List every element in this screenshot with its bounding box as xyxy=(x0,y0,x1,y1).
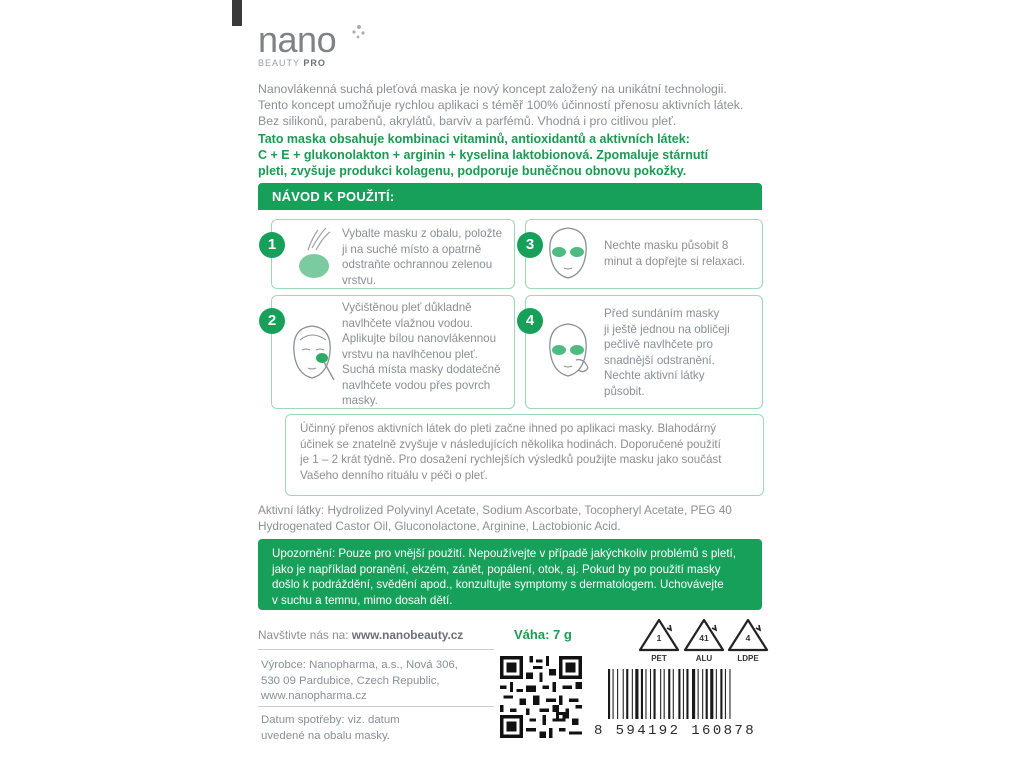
visit-line xyxy=(258,628,463,642)
expiry-info: Datum spotřeby: viz. datum uvedené na obalu masky. xyxy=(261,714,400,742)
step-1-number: 1 xyxy=(259,232,285,258)
top-edge-mark xyxy=(232,0,242,26)
step-2-number: 2 xyxy=(259,308,285,334)
recycling-label: PET xyxy=(651,654,667,663)
recycling-symbol-pet xyxy=(634,617,684,667)
warning-box xyxy=(258,539,762,610)
step-3-text: Nechte masku působit 8 minut a dopřejte si relaxaci. xyxy=(604,239,746,268)
recycling-code: 4 xyxy=(745,633,751,643)
intro-text xyxy=(258,81,768,129)
highlight-text xyxy=(258,131,778,179)
step-3-card xyxy=(525,219,763,289)
step-4-card xyxy=(525,295,763,409)
step-4-number: 4 xyxy=(517,308,543,334)
step-3-number: 3 xyxy=(517,232,543,258)
warning-text: Upozornění: Pouze pro vnější použití. Nepoužívejte v případě jakýchkoliv problémů s pletí, jako je například poranění, ekzém, zánět, popálení, otok, aj. Pokud by po použití masky došlo k podráždění, svědění apod., konzultujte symptomy s dermatologem. Uchovávejte v suchu a temnu, mimo dosah dětí. xyxy=(272,547,736,607)
usage-note-text: Účinný přenos aktivních látek do pleti začne ihned po aplikaci masky. Blahodárný účinek se znatelně zvyšuje v následujících několika hodinách. Doporučené použití je 1 – 2 krát týdně. Pro dosažení rychlejších výsledků použijte masku jako součást Vašeho denního rituálu v péči o pleť. xyxy=(300,422,722,482)
step-2-text: Vyčištěnou pleť důkladně navlhčete vlažnou vodou. Aplikujte bílou nanovlákennou vrstvu na navlhčenou pleť. Suchá místa masky dodatečně navlhčete vodou přes povrch masky. xyxy=(342,301,501,407)
barcode-number: 8 594192 160878 xyxy=(594,723,757,739)
usage-note-box xyxy=(285,414,764,496)
logo-word: nano xyxy=(258,19,337,60)
divider xyxy=(258,706,494,707)
recycling-symbol-alu xyxy=(679,617,729,667)
face-mask-remove-icon xyxy=(542,318,598,384)
highlight-line: Tato maska obsahuje kombinaci vitaminů, antioxidantů a aktivních látek: xyxy=(258,132,690,146)
intro-line: Tento koncept umožňuje rychlou aplikaci s téměř 100% účinností přenosu aktivních látek. xyxy=(258,98,744,112)
intro-line: Bez silikonů, parabenů, akrylátů, barviv a parfémů. Vhodná i pro citlivou pleť. xyxy=(258,114,677,128)
brand-logo xyxy=(258,19,337,68)
instructions-title: NÁVOD K POUŽITÍ: xyxy=(272,189,395,204)
step-1-text: Vybalte masku z obalu, položte ji na suché místo a opatrně odstraňte ochrannou zelenou vrstvu. xyxy=(342,227,503,287)
face-mask-apply-icon xyxy=(286,318,340,386)
recycling-label: LDPE xyxy=(737,654,759,663)
highlight-line: C + E + glukonolakton + arginin + kyselina laktobionová. Zpomaluje stárnutí xyxy=(258,148,709,162)
logo-subtitle: BEAUTY PRO xyxy=(258,58,326,68)
active-ingredients: Aktivní látky: Hydrolized Polyvinyl Acetate, Sodium Ascorbate, Tocopheryl Acetate, PEG 40 Hydrogenated Castor Oil, Gluconolactone, Arginine, Lactobionic Acid. xyxy=(258,503,732,533)
recycling-symbol-ldpe xyxy=(723,617,773,667)
step-1-card xyxy=(271,219,515,289)
barcode-icon xyxy=(608,669,756,719)
recycling-code: 1 xyxy=(656,633,662,643)
step-4-text: Před sundáním masky ji ještě jednou na obličeji pečlivě navlhčete pro snadnější odstranění. Nechte aktivní látky působit. xyxy=(604,307,730,398)
highlight-line: pleti, zvyšuje produkci kolagenu, podporuje buněčnou obnovu pokožky. xyxy=(258,164,687,178)
qr-code-icon xyxy=(500,656,582,738)
website-link[interactable]: www.nanobeauty.cz xyxy=(351,628,464,642)
face-relax-icon xyxy=(544,224,592,284)
weight-label: Váha: 7 g xyxy=(514,627,572,642)
manufacturer-info: Výrobce: Nanopharma, a.s., Nová 306, 530 09 Pardubice, Czech Republic, www.nanopharma.cz xyxy=(261,659,458,702)
step-2-card xyxy=(271,295,515,409)
intro-line: Nanovlákenná suchá pleťová maska je nový koncept založený na unikátní technologii. xyxy=(258,82,727,96)
instructions-banner xyxy=(258,183,762,210)
logo-dots-icon xyxy=(350,24,368,42)
visit-label: Navštivte nás na: xyxy=(258,628,352,642)
recycling-code: 41 xyxy=(699,633,709,643)
mask-peel-icon xyxy=(292,226,332,282)
recycling-label: ALU xyxy=(695,654,713,663)
divider xyxy=(258,649,494,650)
